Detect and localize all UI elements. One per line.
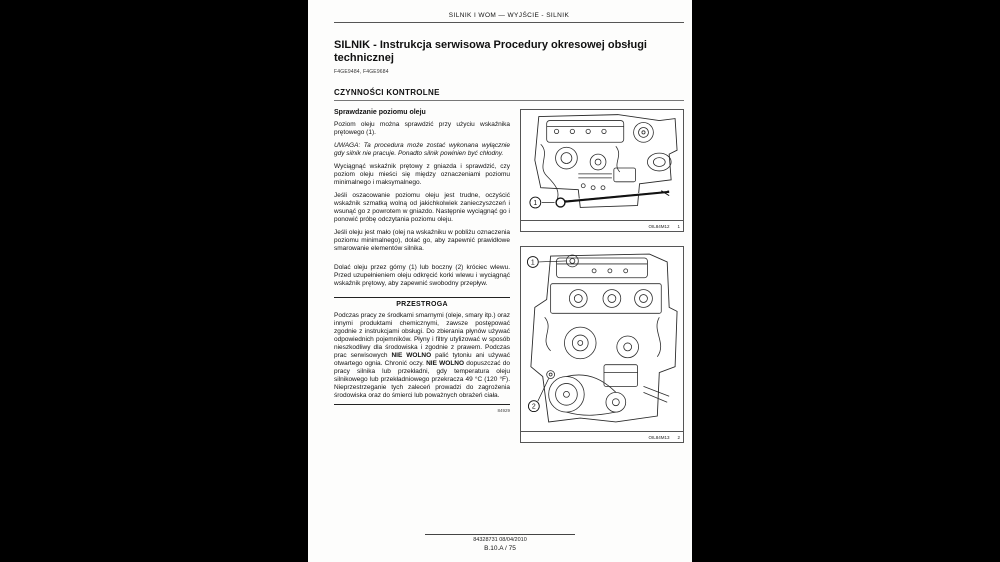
page-title: SILNIK - Instrukcja serwisowa Procedury okresowej obsługi technicznej <box>334 39 647 64</box>
figure-1 <box>520 109 684 232</box>
callout-2 <box>528 379 548 412</box>
warning-ref-code: 84929 <box>497 408 510 413</box>
warning-text: palić tytoniu ani używać otwartego ognia. Chronić oczy. <box>334 352 510 367</box>
section-heading: CZYNNOŚCI KONTROLNE <box>334 88 684 101</box>
warning-text: Podczas pracy ze środkami smarnymi (oleje, smary itp.) oraz innymi produktami chemicznymi, zawsze postępować zgodnie z instrukcjami obsługi. Do zbierania płynów używać odpowiednich pojemników. Płyny i filtry utylizować w sposób nieszkodliwy dla środowiska i zgodnie z prawem. Podczas prac serwisowych <box>334 312 510 359</box>
figure-code: OIL84M13 <box>648 434 670 440</box>
figure-2-caption <box>521 431 683 442</box>
subsection-heading: Sprawdzanie poziomu oleju <box>334 109 426 116</box>
figure-number: 2 <box>677 434 680 440</box>
warning-text: dopuszczać do pracy silnika lub przekładni, gdy temperatura oleju silnikowego lub przekładniowego przekracza 49 °C (120 °F). Nieprzestrzeganie tych zaleceń prowadzi do zagrożenia środowiska oraz do śmierci lub poważnych obrażeń ciała. <box>334 360 510 399</box>
figure-code: OIL84M12 <box>648 223 670 229</box>
page-reference: B.10.A / 75 <box>484 545 516 552</box>
content-columns <box>334 109 684 443</box>
paragraph: Poziom oleju można sprawdzić przy użyciu wskaźnika prętowego (1). <box>334 121 510 136</box>
paragraph: Jeśli oleju jest mało (olej na wskaźniku w pobliżu oznaczenia poziomu minimalnego), dolać go, aby zapewnić prawidłowe smarowanie elementów silnika. <box>334 229 510 252</box>
header-rule <box>334 22 684 23</box>
document-number: 84328731 08/04/2010 <box>473 537 527 543</box>
warning-body <box>334 312 510 400</box>
warning-heading: PRZESTROGA <box>396 301 448 308</box>
note-paragraph: UWAGA: Ta procedura może zostać wykonana wyłącznie gdy silnik nie pracuje. Ponadto silnik powinien być chłodny. <box>334 142 510 157</box>
callout-1 <box>530 197 555 208</box>
svg-text:2: 2 <box>531 403 536 411</box>
paragraph: Wyciągnąć wskaźnik prętowy z gniazda i sprawdzić, czy poziom oleju mieści się między oznaczeniami poziomu minimalnego i maksymalnego. <box>334 163 510 186</box>
warning-box <box>334 297 510 405</box>
text-column <box>334 109 510 443</box>
figure-column <box>520 109 684 443</box>
warning-text-emphasis: NIE WOLNO <box>391 352 432 359</box>
manual-page <box>308 0 692 562</box>
engine-model-codes: F4GE9484, F4GE9684 <box>334 69 389 75</box>
footer-rule <box>425 534 575 535</box>
figure-1-illustration <box>521 110 683 220</box>
figure-2 <box>520 246 684 443</box>
dipstick-drawing <box>556 191 669 207</box>
running-header: SILNIK I WOM — WYJŚCIE - SILNIK <box>448 12 570 19</box>
figure-1-caption <box>521 220 683 231</box>
svg-text:1: 1 <box>533 200 538 208</box>
warning-text-emphasis: NIE WOLNO <box>426 360 465 367</box>
figure-number: 1 <box>677 223 680 229</box>
paragraph: Dolać oleju przez górny (1) lub boczny (2) króciec wlewu. Przed uzupełnieniem oleju odkręcić korki wlewu i wyciągnąć wskaźnik prętowy, aby zapewnić swobodny przepływ. <box>334 264 510 287</box>
svg-text:1: 1 <box>530 259 535 267</box>
page-footer <box>308 534 692 552</box>
paragraph: Jeśli oszacowanie poziomu oleju jest trudne, oczyścić wskaźnik szmatką wolną od jakichkolwiek zanieczyszczeń i wsunąć go z powrotem w gniazdo. Następnie wyciągnąć go i ponowić próbę odczytania poziomu oleju. <box>334 192 510 223</box>
figure-2-illustration <box>521 247 683 431</box>
